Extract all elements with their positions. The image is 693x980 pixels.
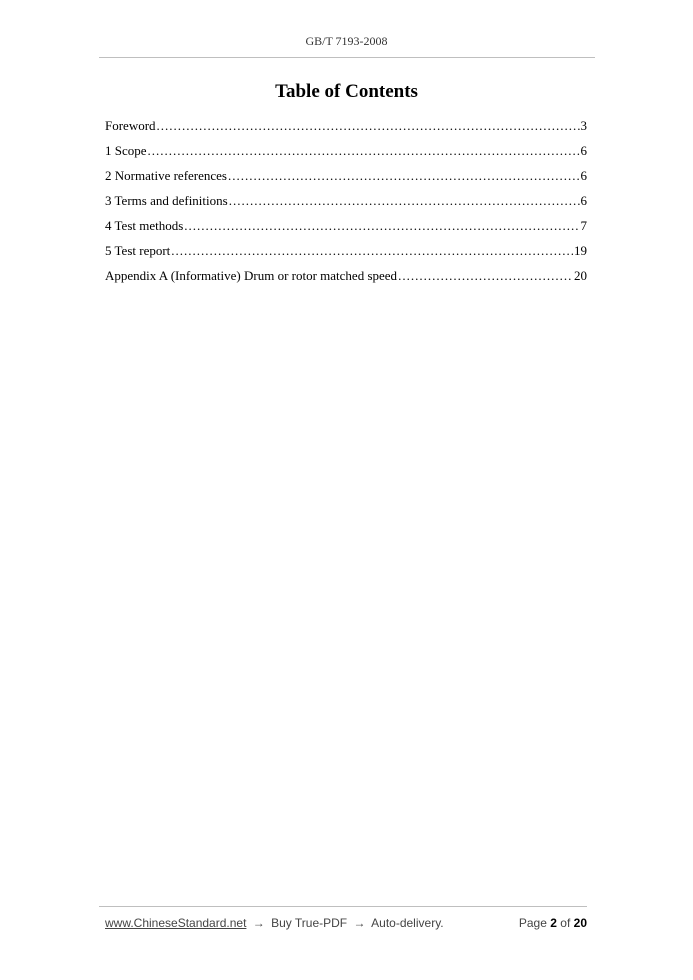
- toc-entry-test-methods[interactable]: [105, 218, 587, 243]
- page-title: Table of Contents: [275, 81, 418, 102]
- page-indicator: [519, 916, 587, 930]
- page-word: Page: [518, 916, 547, 930]
- of-word: of: [560, 916, 571, 930]
- chinesestandard-link[interactable]: www.ChineseStandard.net: [105, 916, 247, 930]
- toc-entry-label: 5 Test report: [105, 243, 171, 258]
- toc-entry-normative-references[interactable]: [105, 168, 587, 193]
- footer-delivery-text: Auto-delivery.: [371, 916, 444, 930]
- header-divider: [99, 57, 595, 58]
- page-header: GB/T 7193-2008: [305, 34, 388, 48]
- toc-dot-leader: [228, 168, 580, 184]
- toc-entry-page: 19: [574, 243, 587, 258]
- toc-dot-leader: [171, 243, 573, 259]
- toc-entry-label: 3 Terms and definitions: [105, 193, 228, 208]
- toc-entry-page: 7: [580, 218, 587, 233]
- toc-entry-page: 6: [580, 168, 587, 183]
- toc-entry-foreword[interactable]: [105, 118, 587, 143]
- toc-entry-page: 3: [580, 118, 587, 133]
- arrow-right-icon: →: [252, 916, 265, 930]
- toc-entry-page: 20: [574, 268, 587, 283]
- toc-entry-terms-definitions[interactable]: [105, 193, 587, 218]
- arrow-right-icon: →: [353, 916, 366, 930]
- toc-dot-leader: [157, 118, 580, 134]
- toc-entry-appendix-a[interactable]: [105, 268, 587, 293]
- toc-entry-label: Appendix A (Informative) Drum or rotor matched speed: [105, 268, 398, 283]
- toc-entry-label: 4 Test methods: [105, 218, 184, 233]
- table-of-contents: [105, 118, 587, 293]
- page-footer: [105, 916, 587, 930]
- footer-promo: [105, 916, 444, 930]
- toc-entry-page: 6: [580, 143, 587, 158]
- total-page-count: 20: [573, 916, 587, 930]
- toc-dot-leader: [229, 193, 580, 209]
- footer-divider: [99, 906, 587, 907]
- footer-buy-text: Buy True-PDF: [271, 916, 348, 930]
- toc-entry-scope[interactable]: [105, 143, 587, 168]
- toc-entry-page: 6: [580, 193, 587, 208]
- toc-entry-label: 2 Normative references: [105, 168, 227, 183]
- toc-entry-test-report[interactable]: [105, 243, 587, 268]
- current-page-number: 2: [550, 916, 557, 930]
- toc-dot-leader: [184, 218, 579, 234]
- toc-dot-leader: [148, 143, 580, 159]
- toc-dot-leader: [398, 268, 573, 284]
- toc-entry-label: Foreword: [105, 118, 156, 133]
- toc-entry-label: 1 Scope: [105, 143, 147, 158]
